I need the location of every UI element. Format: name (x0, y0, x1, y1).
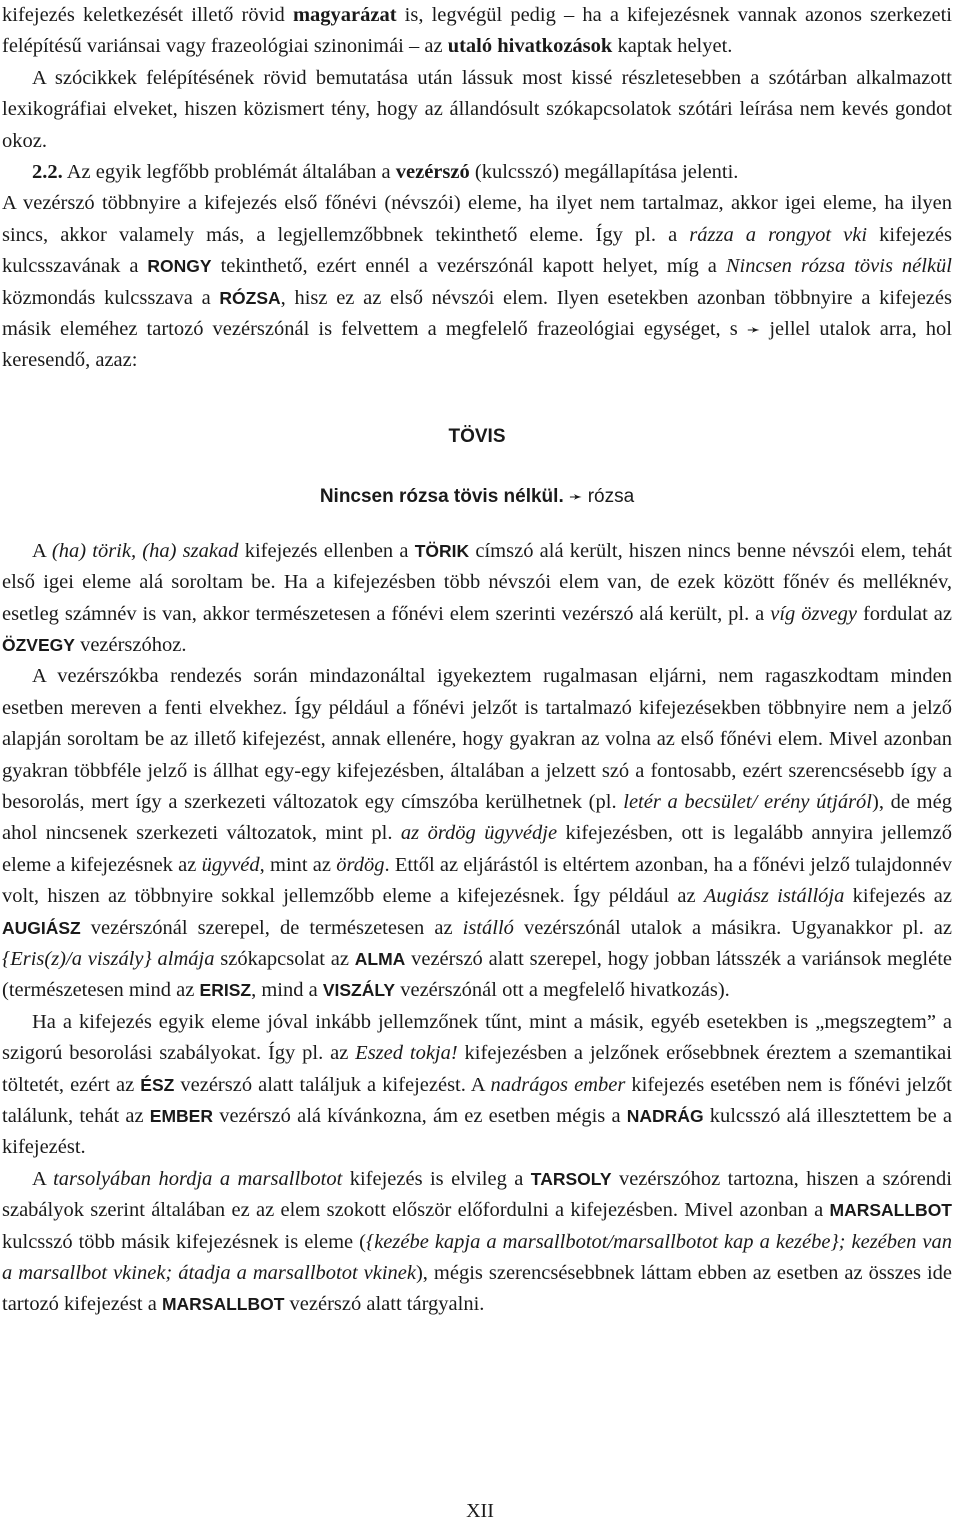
text-run: kifejezés kulcsszavának a (2, 223, 952, 278)
keyword: ÖZVEGY (2, 634, 75, 655)
text-run: vezérszó alatt szerepel, hogy jobban látsszék a variánsok megléte (természetesen mind az (2, 947, 952, 1002)
arrow-icon: ➛ (746, 320, 761, 340)
text-run: vezérszónál szerepel, de természetesen az (80, 916, 463, 939)
text-run: vezérszóhoz tartozna, hiszen a szórendi szabályok szerint általában ez az elem szokott először előfordulni a kifejezésben. Mivel azonban a (2, 1167, 952, 1222)
italic-phrase: istálló (462, 916, 514, 939)
text-run: (kulcsszó) megállapítása jelenti. (469, 161, 739, 184)
italic-phrase: nadrágos ember (490, 1073, 626, 1096)
text-run: ), mégis szerencsésebbnek láttam ebben az esetben az összes ide tartozó kifejezést a (2, 1262, 952, 1316)
keyword: RÓZSA (219, 287, 281, 308)
bold-term: magyarázat (292, 4, 397, 26)
paragraph-headword-rule (2, 188, 952, 376)
italic-phrase: {Eris(z)/a viszály} almája (2, 947, 215, 970)
paragraph-marsallbot (2, 1164, 952, 1321)
text-run: tekinthető, ezért ennél a vezérszónál kapott helyet, míg a (211, 255, 726, 278)
text-run: szókapcsolat az (214, 947, 355, 970)
paragraph-entry-structure-end (2, 0, 952, 63)
italic-phrase: Nincsen rózsa tövis nélkül (725, 255, 952, 278)
italic-phrase: tarsolyában hordja a marsallbotot (53, 1167, 343, 1190)
keyword: ÉSZ (140, 1074, 175, 1095)
example-target: rózsa (587, 486, 635, 508)
text-run: kifejezésben, ott is legalább annyira jellemző eleme a kifejezésnek az (2, 822, 952, 876)
text-run: kulcsszó több másik kifejezésnek is eleme ( (2, 1230, 366, 1253)
text-run: kifejezésben a jelzőnek erősebbnek éreztem a szemantikai töltetét, ezért az (2, 1042, 952, 1096)
text-run: kifejezés ellenben a (238, 539, 415, 562)
text-run: Ha a kifejezés egyik eleme jóval inkább jellemzőnek tűnt, mint a másik, egyéb esetekben is „megszegtem” a szigorú besorolási szabályokat. Így pl. az (2, 1010, 952, 1065)
keyword: VISZÁLY (322, 980, 396, 1001)
text-run: , hisz ez az első névszói elem. Ilyen esetekben azonban többnyire a kifejezés másik eleméhez tartozó vezérszónál is felvettem a megfelelő frazeológiai egységet, s (2, 286, 952, 341)
italic-phrase: az ördög ügyvédje (400, 822, 558, 845)
text-run: kaptak helyet. (612, 35, 733, 58)
text-run: A (32, 539, 52, 562)
italic-phrase: víg özvegy (770, 602, 858, 625)
section-number: 2.2. (32, 161, 63, 184)
italic-phrase: {kezébe kapja a marsallbotot/marsallbotot kap a kezébe}; kezében van a marsallbot vkinek; átadja a marsallbotot vkinek (2, 1230, 952, 1285)
italic-phrase: Eszed tokja! (355, 1042, 458, 1065)
bold-term: utaló hivatkozások (447, 35, 613, 58)
text-run: A vezérszó többnyire a kifejezés első főnévi (névszói) eleme, ha ilyet nem tartalmaz, akkor igei eleme, ha ilyen sincs, akkor valamely más, a legjellemzőbbnek tekinthető eleme. Így pl. a (2, 192, 952, 246)
italic-phrase: letér a becsület/ erény útjáról (623, 790, 873, 813)
example-phrase: Nincsen rózsa tövis nélkül. (319, 486, 564, 508)
keyword: ALMA (354, 948, 406, 969)
text-run: közmondás kulcsszava a (2, 286, 220, 309)
text-run: vezérszó alatt találjuk a kifejezést. A (174, 1073, 491, 1096)
paragraph-flexible-ordering (2, 661, 952, 1006)
text-run: fordulat az (857, 602, 953, 625)
text-run: vezérszóhoz. (74, 633, 187, 656)
keyword: MARSALLBOT (161, 1294, 285, 1315)
text-run: vezérszó alatt tárgyalni. (284, 1293, 485, 1316)
keyword: EMBER (149, 1106, 213, 1126)
italic-phrase: rázza a rongyot vki (689, 223, 868, 246)
italic-phrase: ügyvéd (201, 853, 260, 876)
keyword: MARSALLBOT (829, 1200, 952, 1221)
text-run: vezérszó alá kívánkozna, ám ez esetben mégis a (213, 1105, 627, 1127)
text-run: vezérszónál ott a megfelelő hivatkozás). (395, 979, 730, 1002)
bold-term: vezérszó (395, 161, 470, 184)
keyword: RONGY (147, 256, 212, 277)
arrow-icon: ➛ (569, 487, 583, 507)
text-run: jellel utalok arra, hol keresendő, azaz: (2, 318, 952, 372)
paragraph-rule-exceptions (2, 1007, 952, 1164)
text-run: kifejezés is elvileg a (342, 1167, 531, 1190)
keyword: AUGIÁSZ (2, 917, 81, 938)
example-entry (2, 481, 952, 512)
text-run: is, legvégül pedig – ha a kifejezésnek vannak azonos szerkezeti felépítésű variánsai vagy frazeológiai szinonimái – az (2, 4, 952, 58)
example-headword (2, 421, 952, 452)
italic-phrase: Augiász istállója (703, 885, 845, 908)
text-run: . Ettől az eljárástól is eltértem azonban, ha a főnévi jelző tulajdonnév volt, hiszen az többnyire sokkal jellemzőbb eleme a kifejezésnek. Így például az (2, 853, 952, 908)
keyword: TARSOLY (530, 1168, 612, 1189)
text-run: címszó alá került, hiszen nincs benne névszói elem, tehát első igei eleme alá soroltam be. Ha a kifejezésben több névszói elem van, de ezek között főnév és melléknév, esetleg számnév is van, akkor természetesen a főnévi elem szerinti vezérszó alá került, pl. a (2, 539, 952, 625)
paragraph-verb-headword (2, 536, 952, 662)
text-run: kifejezés az (844, 885, 952, 908)
text-run: ), de még ahol nincsenek szerkezeti változatok, mint pl. (2, 790, 952, 845)
italic-phrase: (ha) törik, (ha) szakad (51, 539, 239, 562)
text-run: kifejezés esetében nem is főnévi jelzőt találunk, tehát az (2, 1073, 952, 1127)
text-run: , mint az (259, 853, 337, 876)
text-run: kifejezés keletkezését illető rövid (2, 4, 293, 26)
italic-phrase: ördög (336, 853, 385, 876)
keyword: NADRÁG (626, 1106, 704, 1126)
text-run: , mind a (251, 979, 323, 1002)
text-run: A vezérszókba rendezés során mindazonáltal igyekeztem rugalmasan eljárni, nem ragaszkodtam minden esetben mereven a fenti elvekhez. Így például a főnévi jelzőt is tartalmazó kifejezésekben többnyire nem a jelző alapján soroltam be az illető kifejezést, annak ellenére, hogy gyakran az volna az első főnévi elem. Mivel azonban gyakran többféle jelző is állhat egy-egy kifejezésben, általában a jelzett szó a fontosabb, ezért szerencsésebb így a besorolás, mert így a szerkezeti változatok egy címszóba kerülhetnek (pl. (2, 665, 952, 813)
keyword: ERISZ (199, 980, 252, 1001)
keyword: TÖRIK (414, 540, 470, 561)
text-run: kulcsszó alá illesztettem be a kifejezést. (2, 1105, 952, 1159)
text-run: vezérszónál utalok a másikra. Ugyanakkor pl. az (513, 916, 952, 939)
example-headword-text: TÖVIS (448, 425, 506, 447)
text-run: Az egyik legfőbb problémát általában a (62, 161, 396, 184)
text-run: A (32, 1167, 54, 1190)
paragraph-lexicographic-principles: A szócikkek felépítésének rövid bemutatása után lássuk most kissé részletesebben a szótárban alkalmazott lexikográfiai elveket, hiszen közismert tény, hogy az állandósult szókapcsolatok szótári leírása nem kevés gondot okoz. (2, 66, 952, 152)
section-2-2-paragraph (2, 157, 952, 188)
page-number: XII (466, 1500, 494, 1522)
